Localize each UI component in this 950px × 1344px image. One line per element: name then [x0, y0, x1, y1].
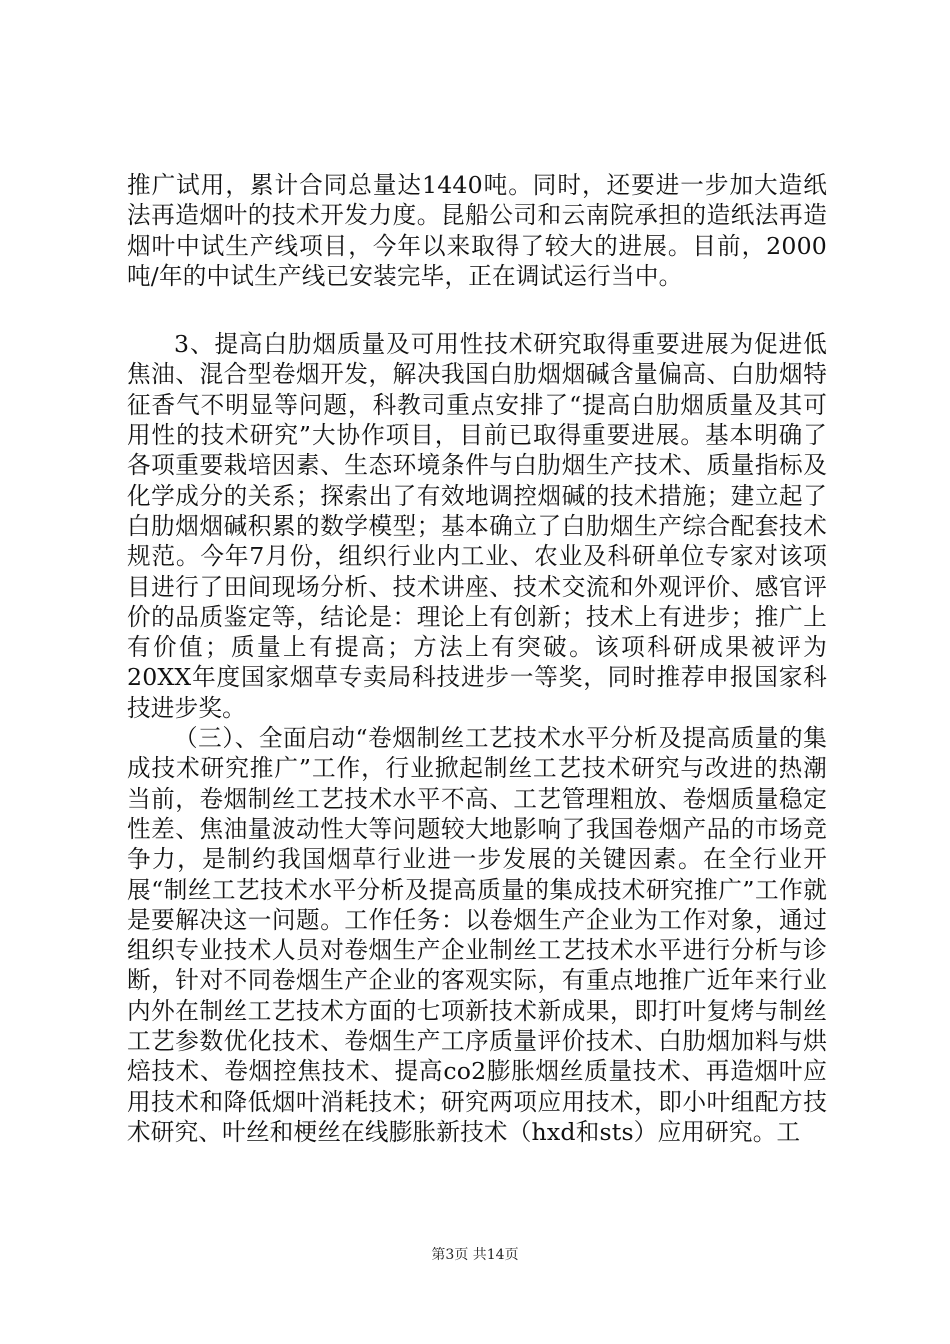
page-footer: 第3页 共14页 — [431, 1247, 519, 1263]
paragraph-cut-tobacco-process: （三）、全面启动“卷烟制丝工艺技术水平分析及提高质量的集成技术研究推广”工作，行业掀起制丝工艺技术研究与改进的热潮当前，卷烟制丝工艺技术水平不高、工艺管理粗放、卷烟质量稳定性差、焦油量波动性大等问题较大地影响了我国卷烟产品的市场竞争力，是制约我国烟草行业进一步发展的关键因素。在全行业开展“制丝工艺技术水平分析及提高质量的集成技术研究推广”工作就是要解决这一问题。工作任务：以卷烟生产企业为工作对象，通过组织专业技术人员对卷烟生产企业制丝工艺技术水平进行分析与诊断，针对不同卷烟生产企业的客观实际，有重点地推广近年来行业内外在制丝工艺技术方面的七项新技术新成果，即打叶复烤与制丝工艺参数优化技术、卷烟生产工序质量评价技术、白肋烟加料与烘焙技术、卷烟控焦技术、提高co2膨胀烟丝质量技术、再造烟叶应用技术和降低烟叶消耗技术；研究两项应用技术，即小叶组配方技术研究、叶丝和梗丝在线膨胀新技术（hxd和sts）应用研究。工 — [127, 724, 827, 1146]
paragraph-burley-tobacco: 3、提高白肋烟质量及可用性技术研究取得重要进展为促进低焦油、混合型卷烟开发，解决我国白肋烟烟碱含量偏高、白肋烟特征香气不明显等问题，科教司重点安排了“提高白肋烟质量及其可用性的技术研究”大协作项目，目前已取得重要进展。基本明确了各项重要栽培因素、生态环境条件与白肋烟生产技术、质量指标及化学成分的关系；探索出了有效地调控烟碱的技术措施；建立起了白肋烟烟碱积累的数学模型；基本确立了白肋烟生产综合配套技术规范。今年7月份，组织行业内工业、农业及科研单位专家对该项目进行了田间现场分析、技术讲座、技术交流和外观评价、感官评价的品质鉴定等，结论是：理论上有创新；技术上有进步；推广上有价值；质量上有提高；方法上有突破。该项科研成果被评为20XX年度国家烟草专卖局科技进步一等奖，同时推荐申报国家科技进步奖。 — [127, 330, 827, 722]
document-body — [127, 170, 827, 1147]
paragraph-gap — [127, 291, 827, 329]
paragraph-continuation: 推广试用，累计合同总量达1440吨。同时，还要进一步加大造纸法再造烟叶的技术开发力度。昆船公司和云南院承担的造纸法再造烟叶中试生产线项目，今年以来取得了较大的进展。目前，2000吨/年的中试生产线已安装完毕，正在调试运行当中。 — [127, 171, 827, 290]
